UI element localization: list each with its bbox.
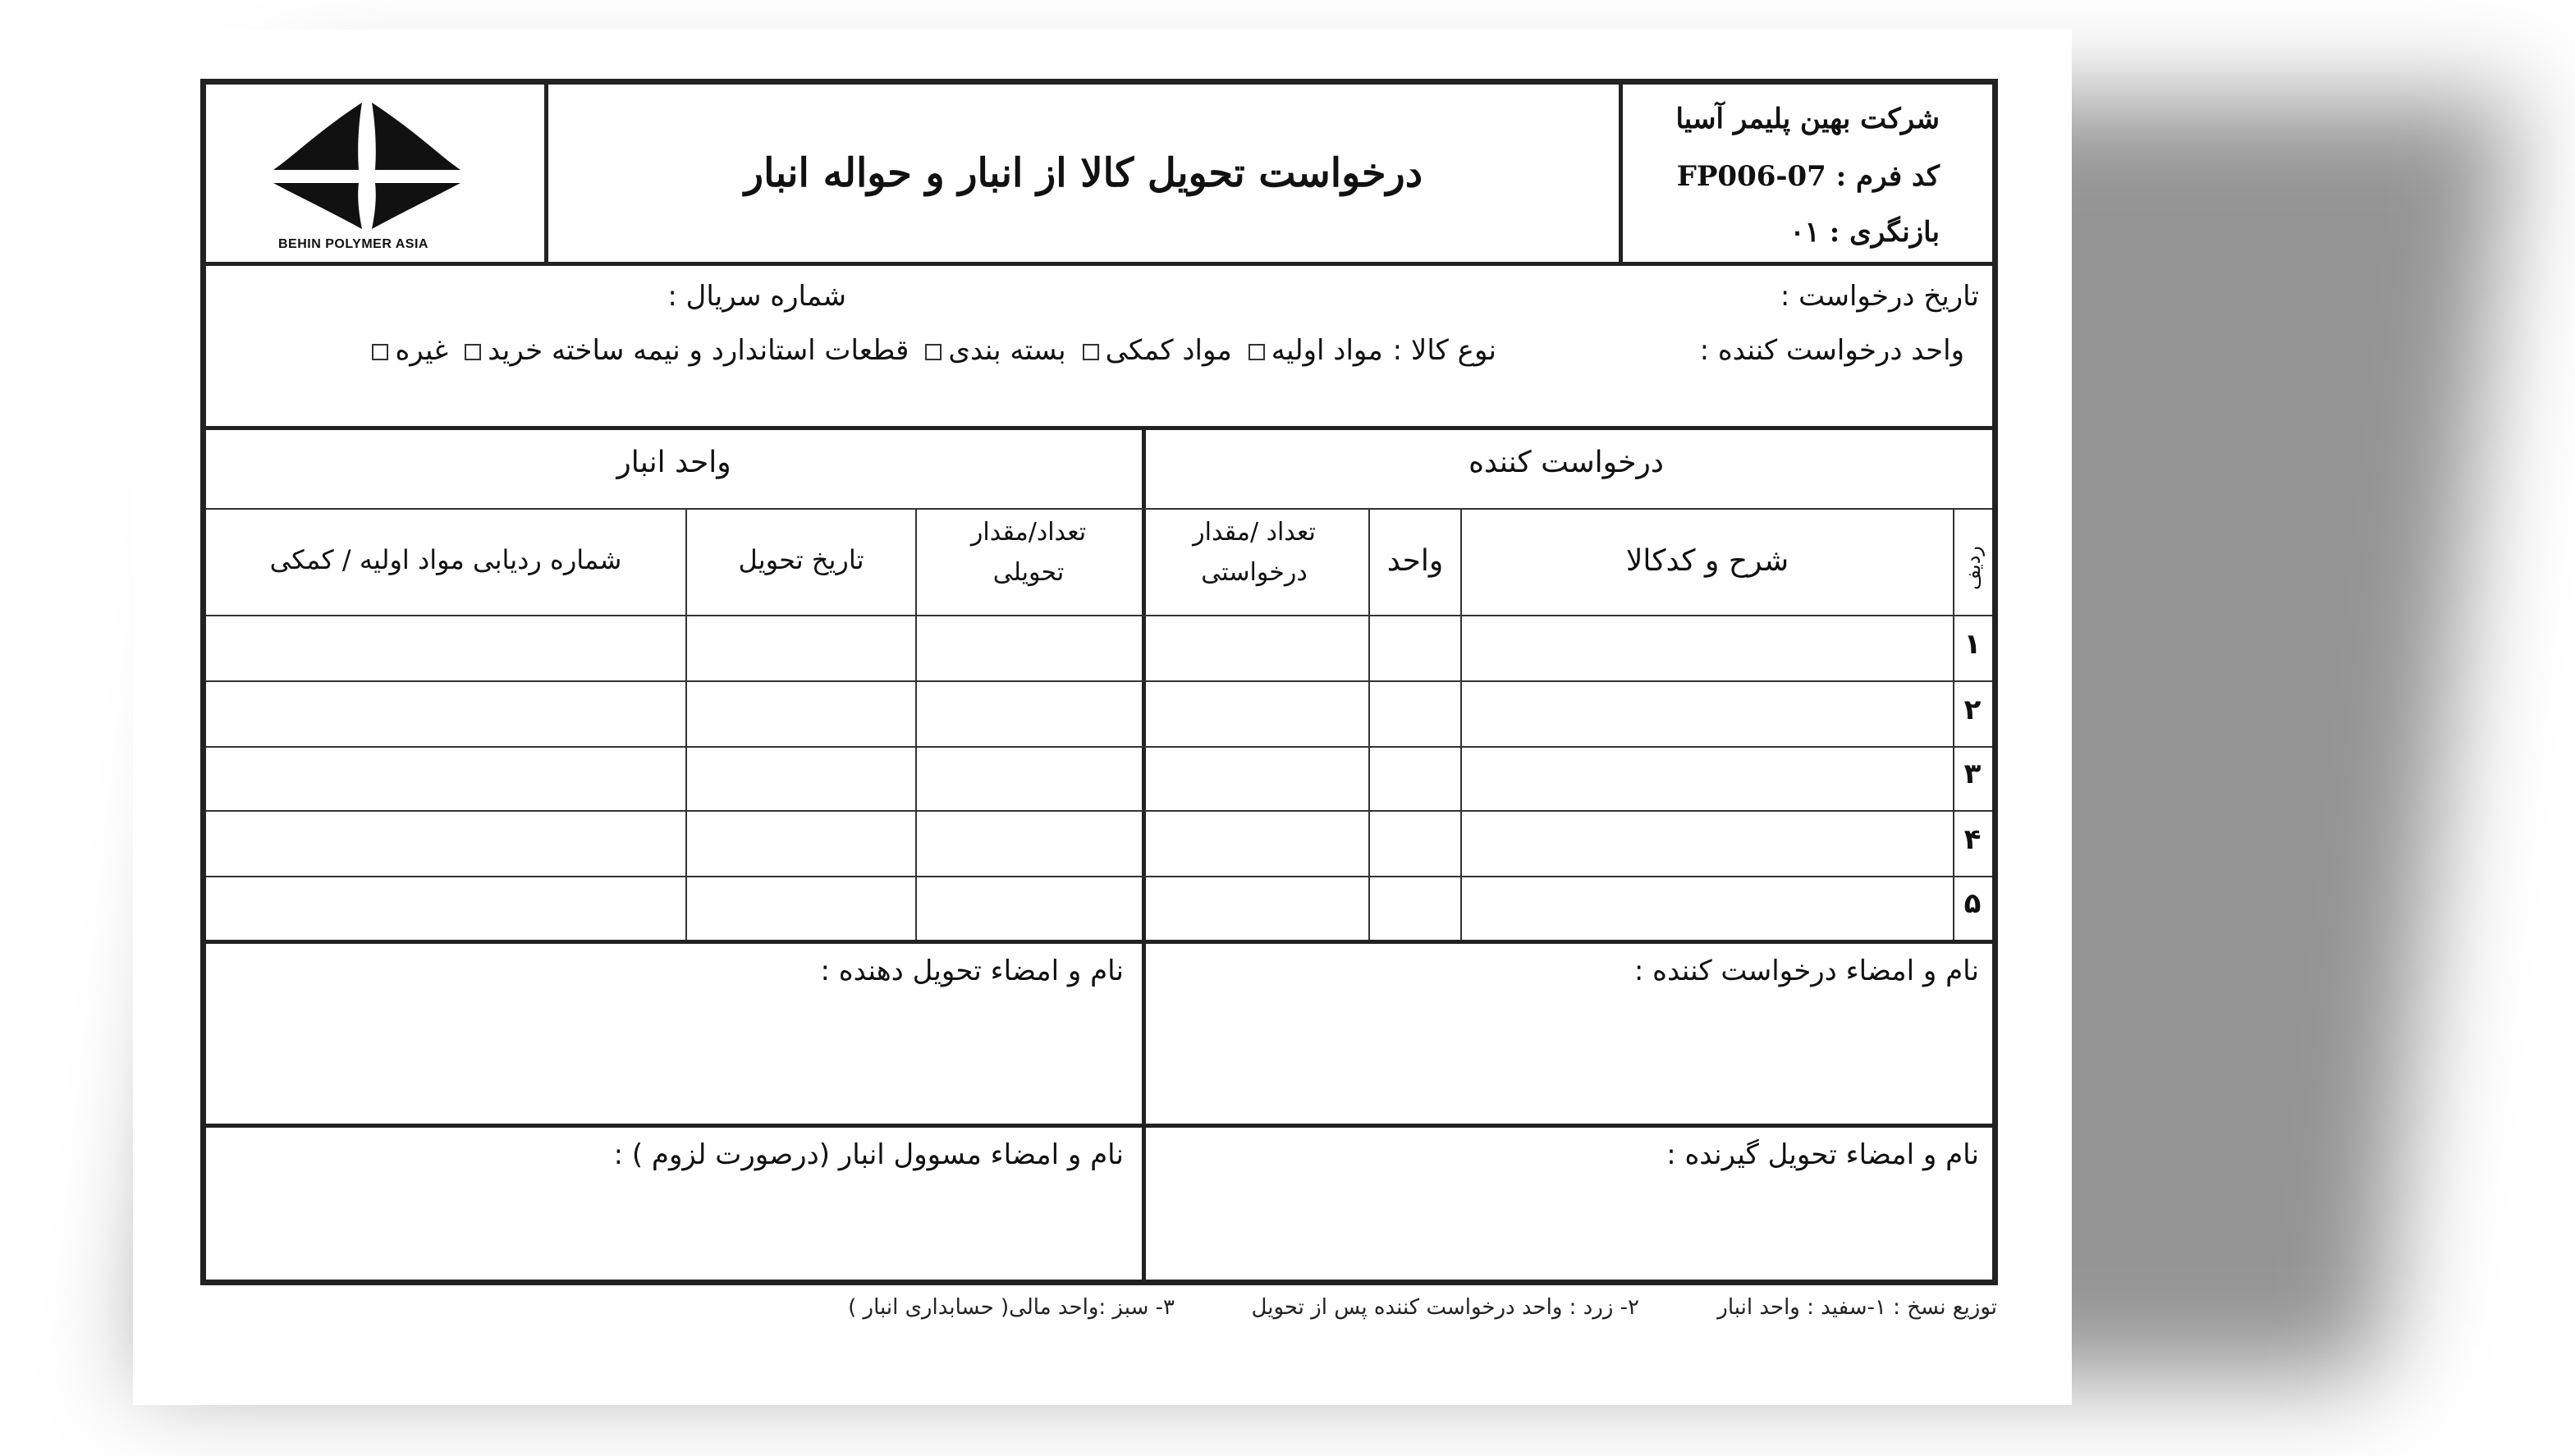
col-header-delivery-date: تاریخ تحویل	[738, 544, 864, 575]
col-line-row	[1953, 508, 1954, 940]
receiver-signature-label: نام و امضاء تحویل گیرنده :	[1666, 1138, 1979, 1171]
form-code-label: کد فرم :	[1835, 160, 1940, 193]
serial-number-label: شماره سریال :	[667, 280, 846, 313]
goods-type-auxiliary[interactable]: مواد کمکی	[1076, 334, 1232, 367]
requester-signature-label: نام و امضاء درخواست کننده :	[1633, 955, 1979, 987]
row-number: ۵	[1963, 887, 1982, 920]
goods-type-other[interactable]: غیره	[365, 334, 448, 367]
goods-type-packaging[interactable]: بسته بندی	[919, 334, 1065, 367]
col-header-description: شرح و کدکالا	[1625, 544, 1789, 578]
logo-cell	[206, 85, 544, 262]
table-top-line	[206, 426, 1992, 430]
requesting-unit-label: واحد درخواست کننده :	[1699, 334, 1964, 367]
warehouse-request-form	[200, 79, 1998, 1285]
row-line-4	[206, 876, 1992, 877]
group-header-line	[206, 508, 1992, 510]
form-code-value: FP006-07	[1676, 160, 1826, 193]
table-bottom-line	[206, 940, 1992, 944]
requester-group-header: درخواست کننده	[1468, 446, 1664, 479]
form-code	[1677, 160, 1940, 193]
footer-copy-green: ۳- سبز :واحد مالی( حسابداری انبار )	[848, 1295, 1175, 1320]
col-header-requested-qty: تعداد /مقدار درخواستی	[1193, 518, 1316, 587]
warehouse-manager-signature-label: نام و امضاء مسوول انبار (درصورت لزوم ) :	[613, 1138, 1124, 1171]
checkbox-raw-material[interactable]	[1249, 344, 1265, 360]
row-line-2	[206, 746, 1992, 748]
col-header-unit: واحد	[1386, 544, 1444, 578]
footer-copy-yellow: ۲- زرد : واحد درخواست کننده پس از تحویل	[1251, 1295, 1639, 1320]
logo-text: BEHIN POLYMER ASIA	[278, 237, 428, 251]
title-cell	[548, 85, 1619, 262]
deliverer-signature-label: نام و امضاء تحویل دهنده :	[820, 955, 1124, 987]
row-number: ۴	[1963, 823, 1982, 856]
goods-type-parts[interactable]: قطعات استاندارد و نیمه ساخته خرید	[458, 334, 909, 367]
column-header-line	[206, 615, 1992, 616]
checkbox-auxiliary[interactable]	[1083, 344, 1099, 360]
row-number: ۲	[1963, 694, 1982, 726]
checkbox-parts[interactable]	[465, 344, 481, 360]
col-header-tracking-number: شماره ردیابی مواد اولیه / کمکی	[269, 544, 622, 575]
revision	[1789, 216, 1940, 249]
goods-type-label: نوع کالا :	[1392, 334, 1496, 367]
row-line-3	[206, 810, 1992, 812]
company-info	[1623, 85, 1992, 262]
goods-type-row	[365, 334, 1496, 367]
header-divider	[206, 262, 1992, 266]
row-line-1	[206, 680, 1992, 682]
company-name: شرکت بهین پلیمر آسیا	[1675, 103, 1940, 135]
request-date-label: تاریخ درخواست :	[1780, 280, 1979, 313]
signature-divider	[206, 1124, 1992, 1128]
checkbox-packaging[interactable]	[925, 344, 942, 360]
warehouse-group-header: واحد انبار	[616, 446, 731, 479]
company-logo-icon	[270, 98, 467, 237]
col-header-row: ردیف	[1962, 546, 1985, 590]
revision-label: بازنگری :	[1829, 216, 1940, 249]
footer-copy-white: توزیع نسخ : ۱-سفید : واحد انبار	[1717, 1295, 1997, 1320]
row-number: ۱	[1963, 628, 1982, 661]
row-number: ۳	[1963, 758, 1982, 790]
form-title: درخواست تحویل کالا از انبار و حواله انبار	[744, 150, 1423, 196]
checkbox-other[interactable]	[372, 344, 388, 360]
revision-value: ۰۱	[1789, 216, 1820, 249]
goods-type-raw-material[interactable]: مواد اولیه	[1242, 334, 1383, 367]
col-header-delivered-qty: تعداد/مقدار تحویلی	[970, 518, 1087, 587]
